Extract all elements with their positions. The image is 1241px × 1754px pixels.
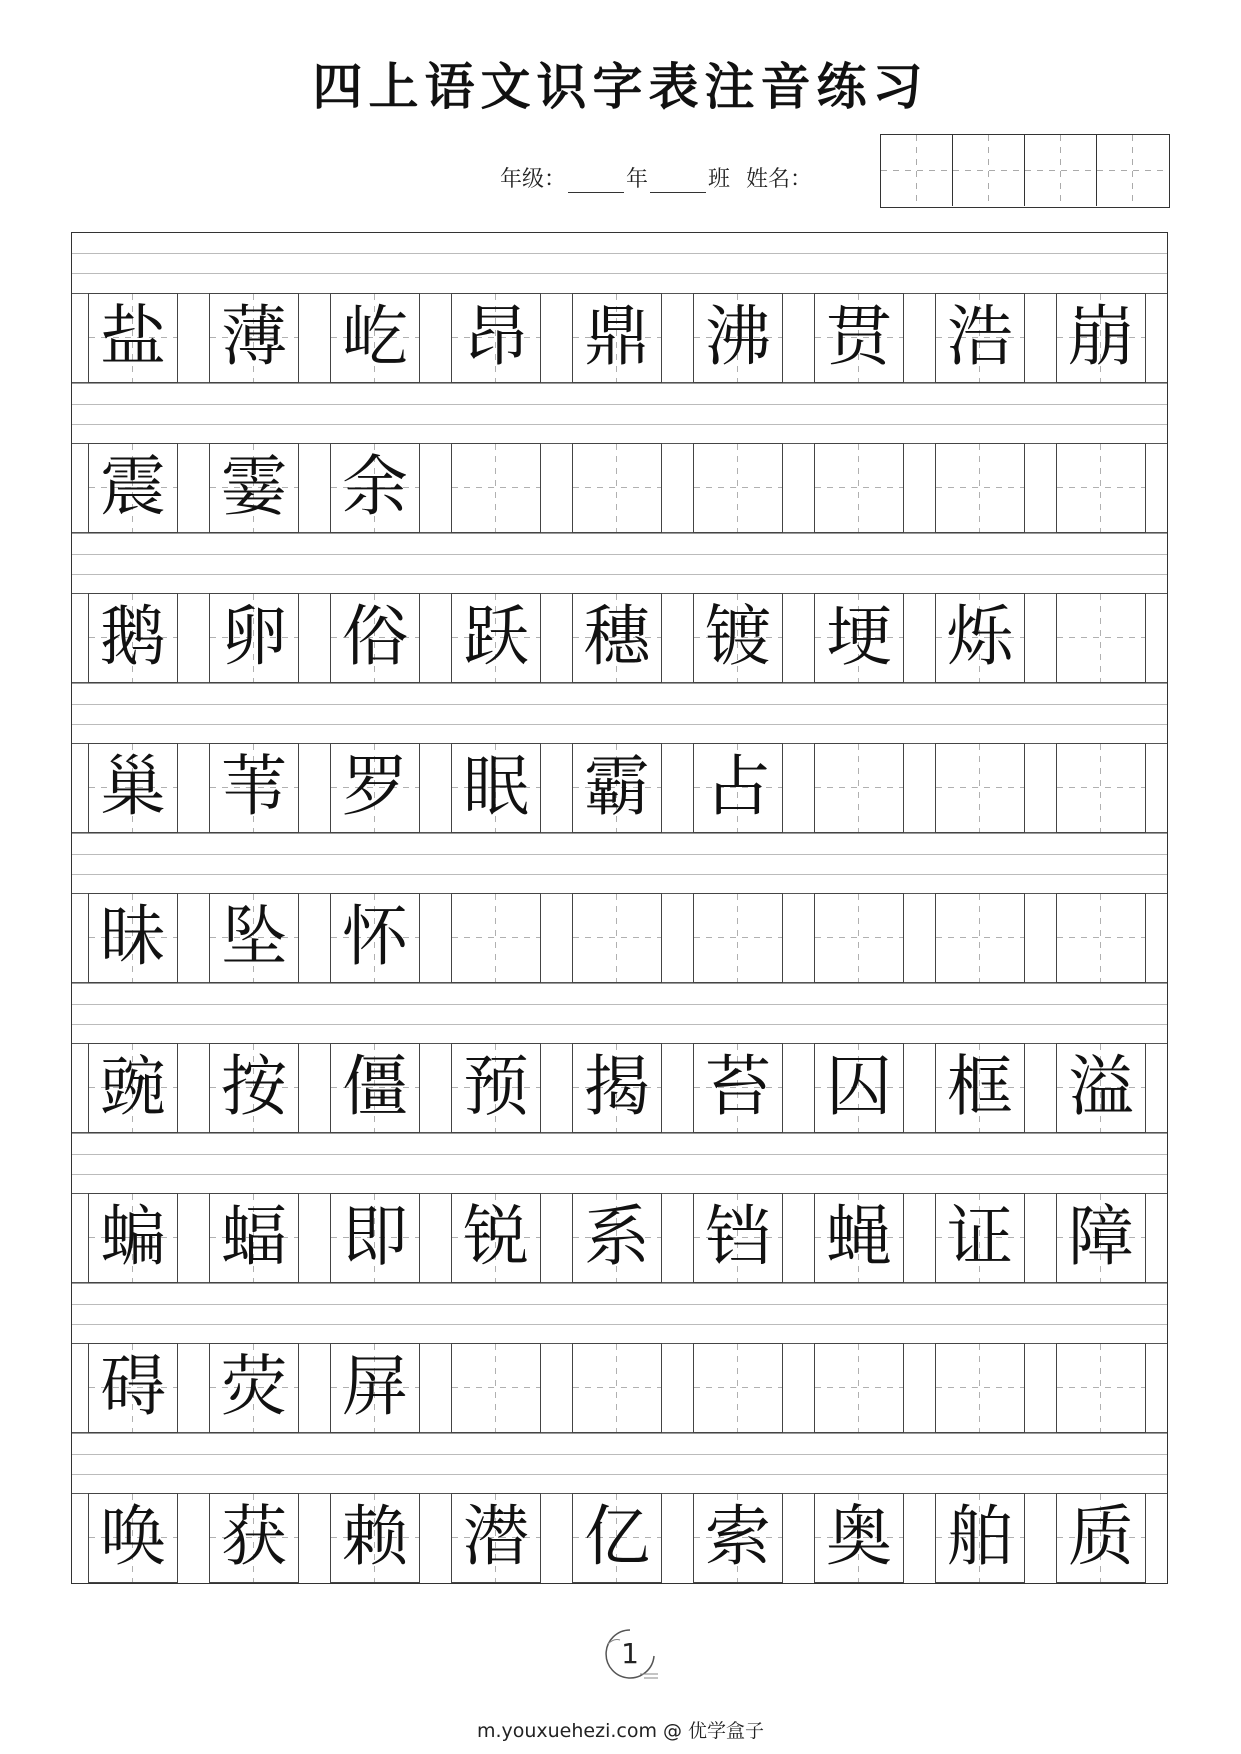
grade-label: 年级： [500,167,567,192]
empty-character-cell[interactable] [1056,743,1146,833]
empty-character-cell[interactable] [814,743,904,833]
grade-blank[interactable] [568,167,624,193]
class-label: 班 [708,167,731,192]
character-row [72,743,1167,833]
character-cell: 薄 [209,293,299,383]
character-cell: 巢 [88,743,178,833]
empty-character-cell[interactable] [935,1343,1025,1433]
empty-character-cell[interactable] [451,893,541,983]
character-cell: 揭 [572,1043,662,1133]
character-cell: 潜 [451,1493,541,1583]
character-cell: 铛 [693,1193,783,1283]
name-box[interactable] [881,135,953,206]
name-box[interactable] [1025,135,1097,206]
character-cell: 亿 [572,1493,662,1583]
character-cell: 蝠 [209,1193,299,1283]
empty-character-cell[interactable] [1056,593,1146,683]
character-cell: 鹅 [88,593,178,683]
empty-character-cell[interactable] [935,893,1025,983]
worksheet-title: 四上语文识字表注音练习 [312,57,929,116]
character-row [72,1043,1167,1133]
character-cell: 苇 [209,743,299,833]
empty-character-cell[interactable] [693,893,783,983]
pinyin-writing-band[interactable] [72,233,1167,293]
character-cell: 豌 [88,1043,178,1133]
character-row [72,893,1167,983]
empty-character-cell[interactable] [572,1343,662,1433]
empty-character-cell[interactable] [572,893,662,983]
character-cell: 框 [935,1043,1025,1133]
character-cell: 罗 [330,743,420,833]
page-number: 1 [600,1624,660,1684]
pinyin-writing-band[interactable] [72,1133,1167,1193]
character-cell: 眠 [451,743,541,833]
character-cell: 埂 [814,593,904,683]
character-row [72,443,1167,533]
empty-character-cell[interactable] [814,1343,904,1433]
name-box[interactable] [1097,135,1169,206]
character-cell: 奥 [814,1493,904,1583]
pinyin-writing-band[interactable] [72,1283,1167,1343]
character-cell: 赖 [330,1493,420,1583]
character-cell: 俗 [330,593,420,683]
character-cell: 怀 [330,893,420,983]
character-cell: 唤 [88,1493,178,1583]
pinyin-writing-band[interactable] [72,533,1167,593]
footer-source: m.youxuehezi.com @ 优学盒子 [476,1720,765,1742]
character-cell: 屏 [330,1343,420,1433]
character-cell: 质 [1056,1493,1146,1583]
character-cell: 按 [209,1043,299,1133]
character-cell: 浩 [935,293,1025,383]
character-cell: 预 [451,1043,541,1133]
character-cell: 证 [935,1193,1025,1283]
character-row [72,293,1167,383]
character-row [72,1343,1167,1433]
character-cell: 昂 [451,293,541,383]
character-cell: 舶 [935,1493,1025,1583]
pinyin-writing-band[interactable] [72,983,1167,1043]
name-boxes[interactable] [880,134,1170,208]
character-cell: 镀 [693,593,783,683]
student-info-line [500,160,812,200]
character-cell: 震 [88,443,178,533]
practice-sheet [71,232,1168,1584]
empty-character-cell[interactable] [814,443,904,533]
character-cell: 即 [330,1193,420,1283]
character-row [72,1193,1167,1283]
character-cell: 苔 [693,1043,783,1133]
character-cell: 卵 [209,593,299,683]
pinyin-writing-band[interactable] [72,383,1167,443]
character-cell: 烁 [935,593,1025,683]
character-cell: 昧 [88,893,178,983]
character-cell: 溢 [1056,1043,1146,1133]
character-cell: 屹 [330,293,420,383]
character-cell: 鼎 [572,293,662,383]
pinyin-writing-band[interactable] [72,683,1167,743]
empty-character-cell[interactable] [1056,443,1146,533]
character-cell: 占 [693,743,783,833]
name-label: 姓名： [746,167,813,192]
empty-character-cell[interactable] [1056,1343,1146,1433]
empty-character-cell[interactable] [935,743,1025,833]
empty-character-cell[interactable] [1056,893,1146,983]
pinyin-writing-band[interactable] [72,1433,1167,1493]
character-cell: 蝇 [814,1193,904,1283]
character-cell: 坠 [209,893,299,983]
character-cell: 沸 [693,293,783,383]
character-cell: 蝙 [88,1193,178,1283]
character-cell: 碍 [88,1343,178,1433]
character-row [72,1493,1167,1583]
character-cell: 贯 [814,293,904,383]
name-box[interactable] [953,135,1025,206]
character-cell: 索 [693,1493,783,1583]
character-cell: 跃 [451,593,541,683]
character-cell: 锐 [451,1193,541,1283]
character-cell: 荧 [209,1343,299,1433]
character-cell: 霸 [572,743,662,833]
year-label: 年 [626,167,649,192]
character-cell: 障 [1056,1193,1146,1283]
character-cell: 霎 [209,443,299,533]
character-row [72,593,1167,683]
empty-character-cell[interactable] [814,893,904,983]
empty-character-cell[interactable] [693,443,783,533]
class-blank[interactable] [650,167,706,193]
empty-character-cell[interactable] [572,443,662,533]
empty-character-cell[interactable] [935,443,1025,533]
character-cell: 系 [572,1193,662,1283]
character-cell: 获 [209,1493,299,1583]
empty-character-cell[interactable] [451,1343,541,1433]
character-cell: 穗 [572,593,662,683]
character-cell: 崩 [1056,293,1146,383]
empty-character-cell[interactable] [451,443,541,533]
character-cell: 囚 [814,1043,904,1133]
empty-character-cell[interactable] [693,1343,783,1433]
character-cell: 盐 [88,293,178,383]
character-cell: 余 [330,443,420,533]
character-cell: 僵 [330,1043,420,1133]
pinyin-writing-band[interactable] [72,833,1167,893]
